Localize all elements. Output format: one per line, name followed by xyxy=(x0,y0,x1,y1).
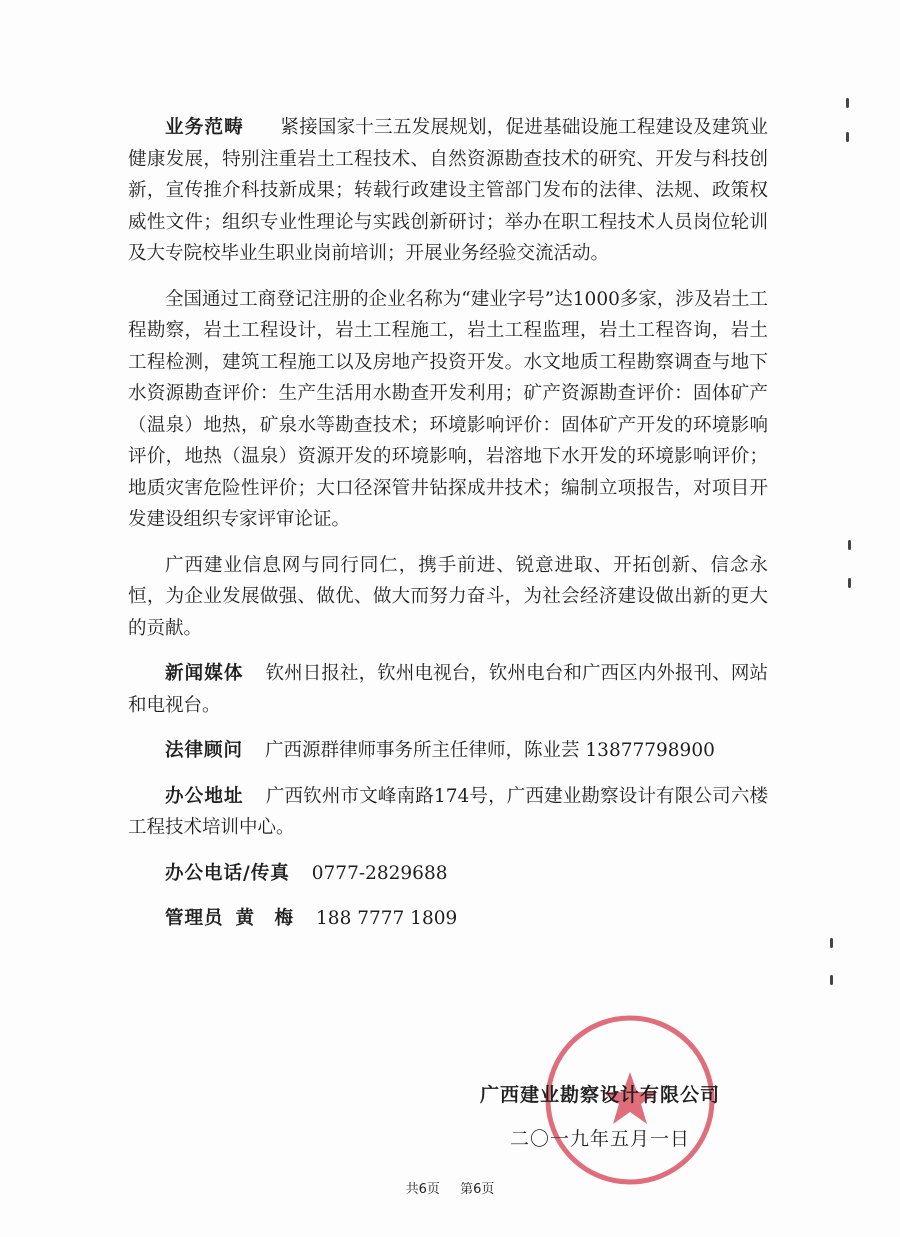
scope-text: 紧接国家十三五发展规划，促进基础设施工程建设及建筑业健康发展，特别注重岩土工程技术、自然资源勘查技术的研究、开发与科技创新，宣传推介科技新成果；转载行政建设主管部门发布的法律、法规、政策权威性文件；组织专业性理论与实践创新研讨；举办在职工程技术人员岗位轮训及大专院校毕业生职业岗前培训；开展业务经验交流活动。 xyxy=(128,117,768,264)
paragraph-mission: 广西建业信息网与同行同仁，携手前进、锐意进取、开拓创新、信念永恒，为企业发展做强、做优、做大而努力奋斗，为社会经济建设做出新的更大的贡献。 xyxy=(128,554,768,639)
binding-mark xyxy=(830,938,833,948)
paragraph-enterprises: 全国通过工商登记注册的企业名称为“建业字号”达1000多家，涉及岩土工程勘察，岩土工程设计，岩土工程施工，岩土工程监理，岩土工程咨询，岩土工程检测，建筑工程施工以及房地产投资开发。水文地质工程勘察调查与地下水资源勘查评价：生产生活用水勘查开发利用；矿产资源勘查评价：固体矿产（温泉）地热，矿泉水等勘查技术；环境影响评价：固体矿产开发的环境影响评价，地热（温泉）资源开发的环境影响，岩溶地下水开发的环境影响评价；地质灾害危险性评价；大口径深管井钻探成井技术；编制立项报告，对项目开发建设组织专家评审论证。 xyxy=(128,288,768,530)
media-label: 新闻媒体 xyxy=(165,663,244,684)
footer-total-pages: 共6页 xyxy=(405,1182,440,1197)
legal-label: 法律顾问 xyxy=(165,740,244,761)
page-footer xyxy=(0,1178,900,1197)
scope-paragraph xyxy=(128,112,768,270)
legal-value: 广西源群律师事务所主任律师，陈业芸 13877798900 xyxy=(265,740,715,761)
scope-label: 业务范畴 xyxy=(165,117,245,138)
address-label: 办公地址 xyxy=(165,785,244,807)
phone-label: 办公电话/传真 xyxy=(165,862,290,884)
binding-mark xyxy=(848,540,851,550)
admin-row xyxy=(128,903,768,935)
signer-company: 广西建业勘察设计有限公司 xyxy=(480,1084,721,1106)
legal-row xyxy=(128,735,768,767)
media-value: 钦州日报社，钦州电视台，钦州电台和广西区内外报刊、网站和电视台。 xyxy=(128,663,768,716)
binding-mark xyxy=(848,578,851,588)
address-value: 广西钦州市文峰南路174号，广西建业勘察设计有限公司六楼工程技术培训中心。 xyxy=(128,785,768,838)
document-body xyxy=(128,112,768,935)
phone-row xyxy=(128,858,768,890)
admin-phone: 188 7777 1809 xyxy=(316,908,458,929)
binding-mark xyxy=(830,975,833,985)
address-row xyxy=(128,781,768,844)
binding-mark xyxy=(846,132,849,142)
signing-date: 二〇一九年五月一日 xyxy=(510,1128,691,1150)
binding-mark xyxy=(846,98,849,108)
admin-label: 管理员 xyxy=(165,908,224,929)
footer-current-page: 第6页 xyxy=(460,1182,495,1197)
admin-name: 黄 梅 xyxy=(235,908,295,929)
media-row xyxy=(128,658,768,721)
phone-value: 0777-2829688 xyxy=(311,862,448,884)
